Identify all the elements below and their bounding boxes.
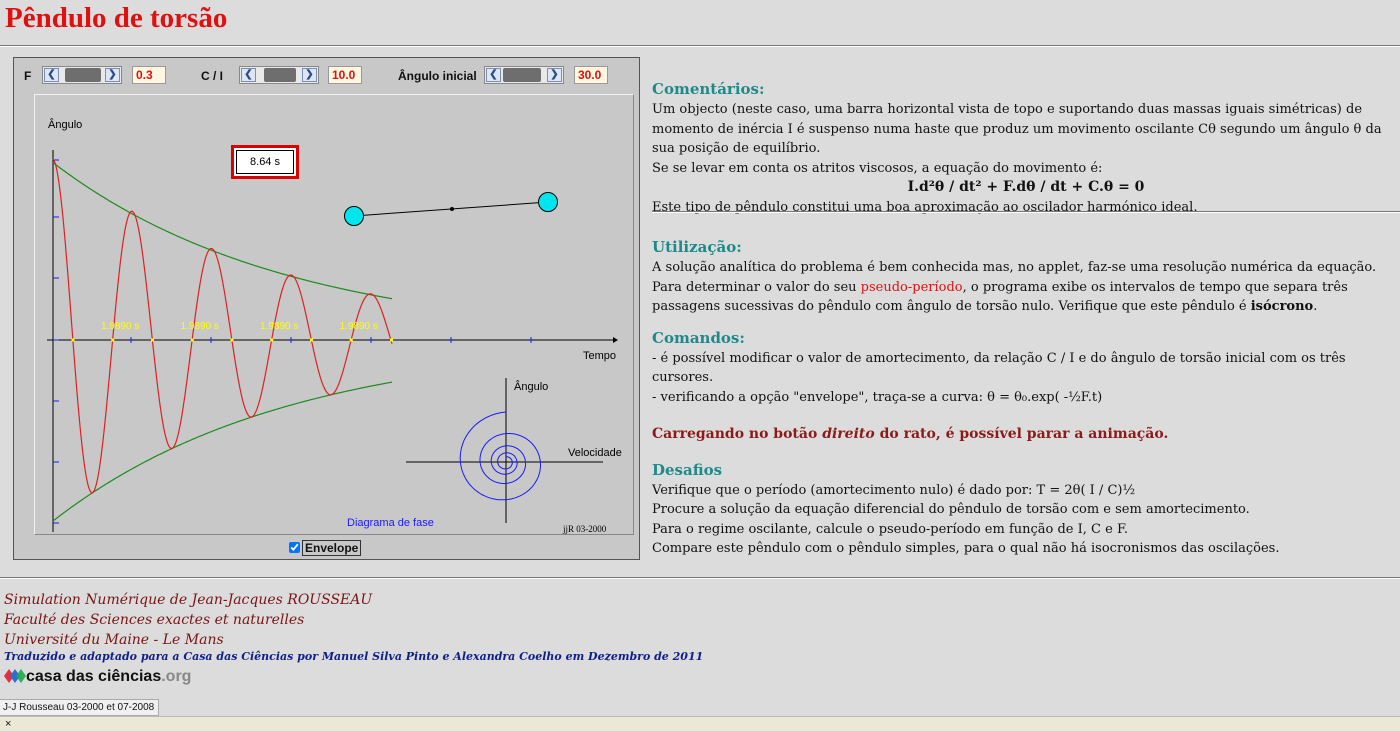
period-label: 1.9890 s <box>101 321 140 332</box>
applet-credit: jjR 03-2000 <box>563 524 607 534</box>
ci-scrollbar[interactable] <box>239 66 319 84</box>
bottom-bar <box>0 716 1400 731</box>
desafios-line2: Procure a solução da equação diferencial do pêndulo de torsão com e sem amortecimento. <box>652 502 1250 517</box>
title-divider <box>0 45 1400 47</box>
angle-scroll-left-button[interactable]: ❮ <box>486 68 501 82</box>
ci-value-box: 10.0 <box>328 66 362 84</box>
ci-scroll-left-button[interactable]: ❮ <box>241 68 256 82</box>
credit-line-2: Faculté des Sciences exactes et naturelles <box>4 612 305 628</box>
desafios-line3: Para o regime oscilante, calcule o pseudo-período em função de I, C e F. <box>652 521 1129 537</box>
utilizacao-heading: Utilização: <box>652 238 742 256</box>
control-f-label: F <box>24 69 32 83</box>
period-label: 1.9890 s <box>339 321 378 332</box>
time-display: 8.64 s <box>231 145 299 179</box>
credit-line-1: Simulation Numérique de Jean-Jacques ROUSSEAU <box>4 592 373 608</box>
motion-equation: I.d²θ / dt² + F.dθ / dt + C.θ = 0 <box>907 179 1145 195</box>
logo-suffix: .org <box>161 668 192 685</box>
utilizacao-text-a: A solução analítica do problema é bem conhecida mas, no applet, faz-se uma resolução numérica da equação. Para determinar o valor do seu <box>652 260 1377 295</box>
credits-block <box>4 590 703 664</box>
ci-scroll-right-button[interactable]: ❯ <box>302 68 317 82</box>
envelope-label: Envelope <box>302 540 361 556</box>
pseudo-period-link[interactable]: pseudo-período <box>860 279 963 295</box>
phase-y-label: Ângulo <box>514 381 549 393</box>
warning-text <box>652 425 1400 445</box>
pendulum-applet[interactable] <box>13 57 640 560</box>
credit-line-3: Université du Maine - Le Mans <box>4 632 224 648</box>
envelope-lower-curve <box>53 382 392 521</box>
footer-divider <box>0 577 1400 579</box>
angle-scroll-right-button[interactable]: ❯ <box>547 68 562 82</box>
f-scroll-left-button[interactable]: ❮ <box>44 68 59 82</box>
angle-value-box: 30.0 <box>574 66 608 84</box>
plot-svg <box>35 95 633 534</box>
comandos-line1: - é possível modificar o valor de amortecimento, da relação C / I e do ângulo de torsão inicial com os três cursores. <box>652 350 1346 385</box>
time-plot-axes <box>47 150 618 532</box>
desafios-line4: Compare este pêndulo com o pêndulo simples, para o qual não há isocronismos das oscilações. <box>652 541 1280 556</box>
isocrono-text: isócrono <box>1250 299 1314 314</box>
right-mass <box>539 193 558 212</box>
page-title: Pêndulo de torsão <box>5 2 228 34</box>
section-divider-1 <box>652 211 1400 213</box>
credit-line-4: Traduzido e adaptado para a Casa das Ciências por Manuel Silva Pinto e Alexandra Coelho em Dezembro de 2011 <box>4 650 704 663</box>
y-axis-label: Ângulo <box>48 119 83 131</box>
logo-text: casa das ciências <box>26 668 162 685</box>
f-value-box: 0.3 <box>132 66 166 84</box>
phase-spiral <box>460 412 540 500</box>
status-text: J-J Rousseau 03-2000 et 07-2008 <box>0 699 159 716</box>
period-label: 1.9890 s <box>260 321 299 332</box>
description-panel <box>652 78 1400 559</box>
angle-scrollbar[interactable] <box>484 66 564 84</box>
f-scrollbar[interactable] <box>42 66 122 84</box>
control-ci-label: C / I <box>201 69 224 83</box>
warning-a: Carregando no botão <box>652 426 823 442</box>
phase-caption: Diagrama de fase <box>347 517 434 529</box>
casa-das-ciencias-logo[interactable] <box>4 668 191 686</box>
close-icon[interactable]: × <box>5 718 12 730</box>
utilizacao-text-c: . <box>1313 299 1318 314</box>
logo-icon <box>4 669 26 683</box>
phase-x-label: Velocidade <box>568 447 622 459</box>
utilizacao-text-b: , o programa exibe os intervalos de tempo que separa três passagens sucessivas do pêndulo com ângulo de torsão nulo. Verifique que este pêndulo é <box>652 279 1348 314</box>
f-scroll-right-button[interactable]: ❯ <box>105 68 120 82</box>
comentarios-text1: Um objecto (neste caso, uma barra horizontal vista de topo e suportando duas massas iguais simétricas) de momento de inércia I é suspenso numa haste que produz um movimento oscilante Cθ segundo um ângulo θ da sua posição de equilíbrio. <box>652 102 1382 156</box>
envelope-checkbox-input[interactable] <box>289 542 300 553</box>
x-axis-label: Tempo <box>583 350 617 362</box>
comentarios-text3: Este tipo de pêndulo constitui uma boa aproximação ao oscilador harmónico ideal. <box>652 199 1198 215</box>
desafios-heading: Desafios <box>652 460 723 479</box>
ci-scroll-thumb[interactable] <box>264 68 296 82</box>
torsion-axis-point <box>450 207 454 211</box>
control-angle-label: Ângulo inicial <box>398 69 477 83</box>
warning-b: do rato, é possível parar a animação. <box>874 426 1169 442</box>
envelope-checkbox[interactable] <box>289 541 361 555</box>
warning-italic: direito <box>822 426 875 442</box>
comandos-line2: - verificando a opção "envelope", traça-se a curva: θ = θ₀.exp( -½F.t) <box>652 389 1103 405</box>
comandos-heading: Comandos: <box>652 328 745 347</box>
desafios-line1: Verifique que o período (amortecimento nulo) é dado por: T = 2θ( I / C)½ <box>652 482 1136 498</box>
comentarios-heading: Comentários: <box>652 80 765 98</box>
simulation-canvas[interactable] <box>34 94 634 535</box>
angle-scroll-thumb[interactable] <box>503 68 541 82</box>
left-mass <box>345 207 364 226</box>
f-scroll-thumb[interactable] <box>65 68 101 82</box>
period-labels <box>72 321 394 342</box>
period-label: 1.9890 s <box>180 321 219 332</box>
utilizacao-text <box>652 258 1400 317</box>
comentarios-text2: Se se levar em conta os atritos viscosos, a equação do movimento é: <box>652 160 1103 176</box>
